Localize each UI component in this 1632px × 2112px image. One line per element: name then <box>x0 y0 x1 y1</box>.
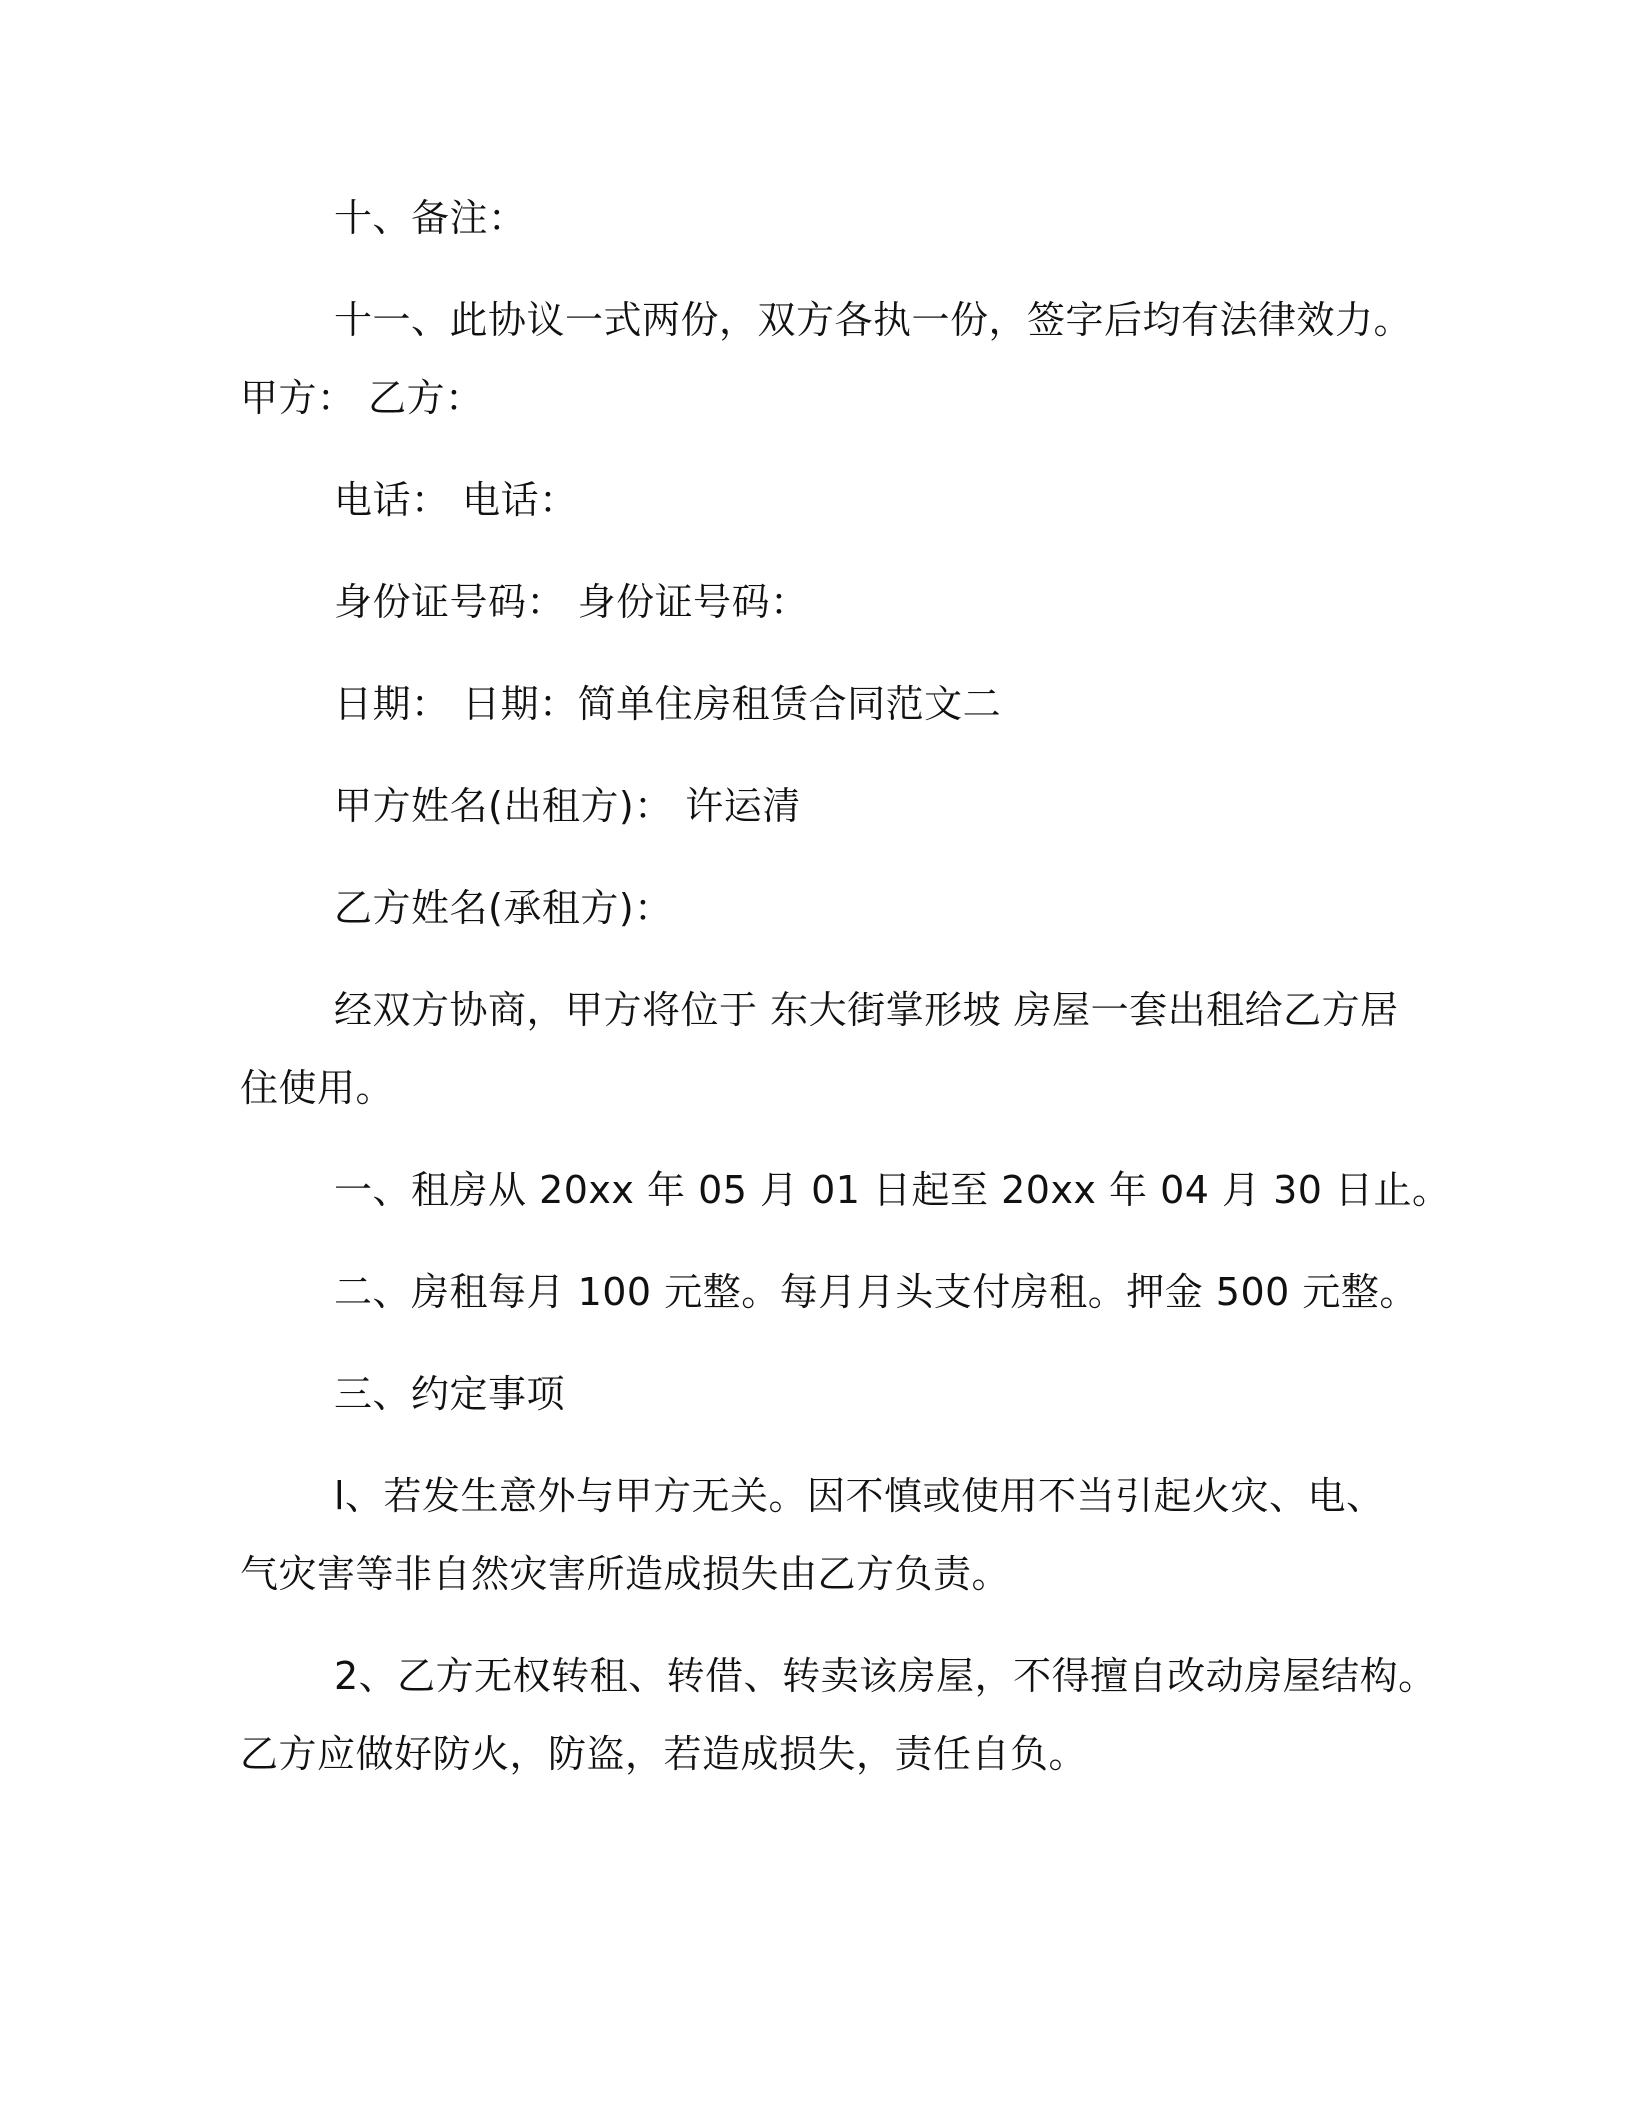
agreement-intro: 经双方协商，甲方将位于 东大街掌形坡 房屋一套出租给乙方居 <box>334 988 1399 1032</box>
party-signature-labels: 甲方： 乙方： <box>240 376 484 420</box>
id-number-labels: 身份证号码： 身份证号码： <box>334 580 809 624</box>
landlord-name: 甲方姓名(出租方)： 许运清 <box>334 784 801 828</box>
agreed-item-one: l、若发生意外与甲方无关。因不慎或使用不当引起火灾、电、 <box>334 1474 1385 1518</box>
agreement-intro-continued: 住使用。 <box>240 1066 395 1110</box>
clause-one-term: 一、租房从 20xx 年 05 月 01 日起至 20xx 年 04 月 30 日止。 <box>334 1168 1451 1212</box>
clause-two-rent: 二、房租每月 100 元整。每月月头支付房租。押金 500 元整。 <box>334 1270 1418 1314</box>
date-labels-and-title: 日期： 日期：简单住房租赁合同范文二 <box>334 682 1002 726</box>
agreed-item-two: 2、乙方无权转租、转借、转卖该房屋，不得擅自改动房屋结构。 <box>334 1654 1437 1698</box>
clause-three-heading: 三、约定事项 <box>334 1372 566 1416</box>
clause-eleven: 十一、此协议一式两份，双方各执一份，签字后均有法律效力。 <box>334 298 1413 342</box>
agreed-item-two-continued: 乙方应做好防火，防盗，若造成损失，责任自负。 <box>240 1732 1088 1776</box>
remarks-heading: 十、备注： <box>334 196 527 240</box>
tenant-name: 乙方姓名(承租方)： <box>334 886 673 930</box>
phone-labels: 电话： 电话： <box>334 478 578 522</box>
agreed-item-one-continued: 气灾害等非自然灾害所造成损失由乙方负责。 <box>240 1552 1011 1596</box>
